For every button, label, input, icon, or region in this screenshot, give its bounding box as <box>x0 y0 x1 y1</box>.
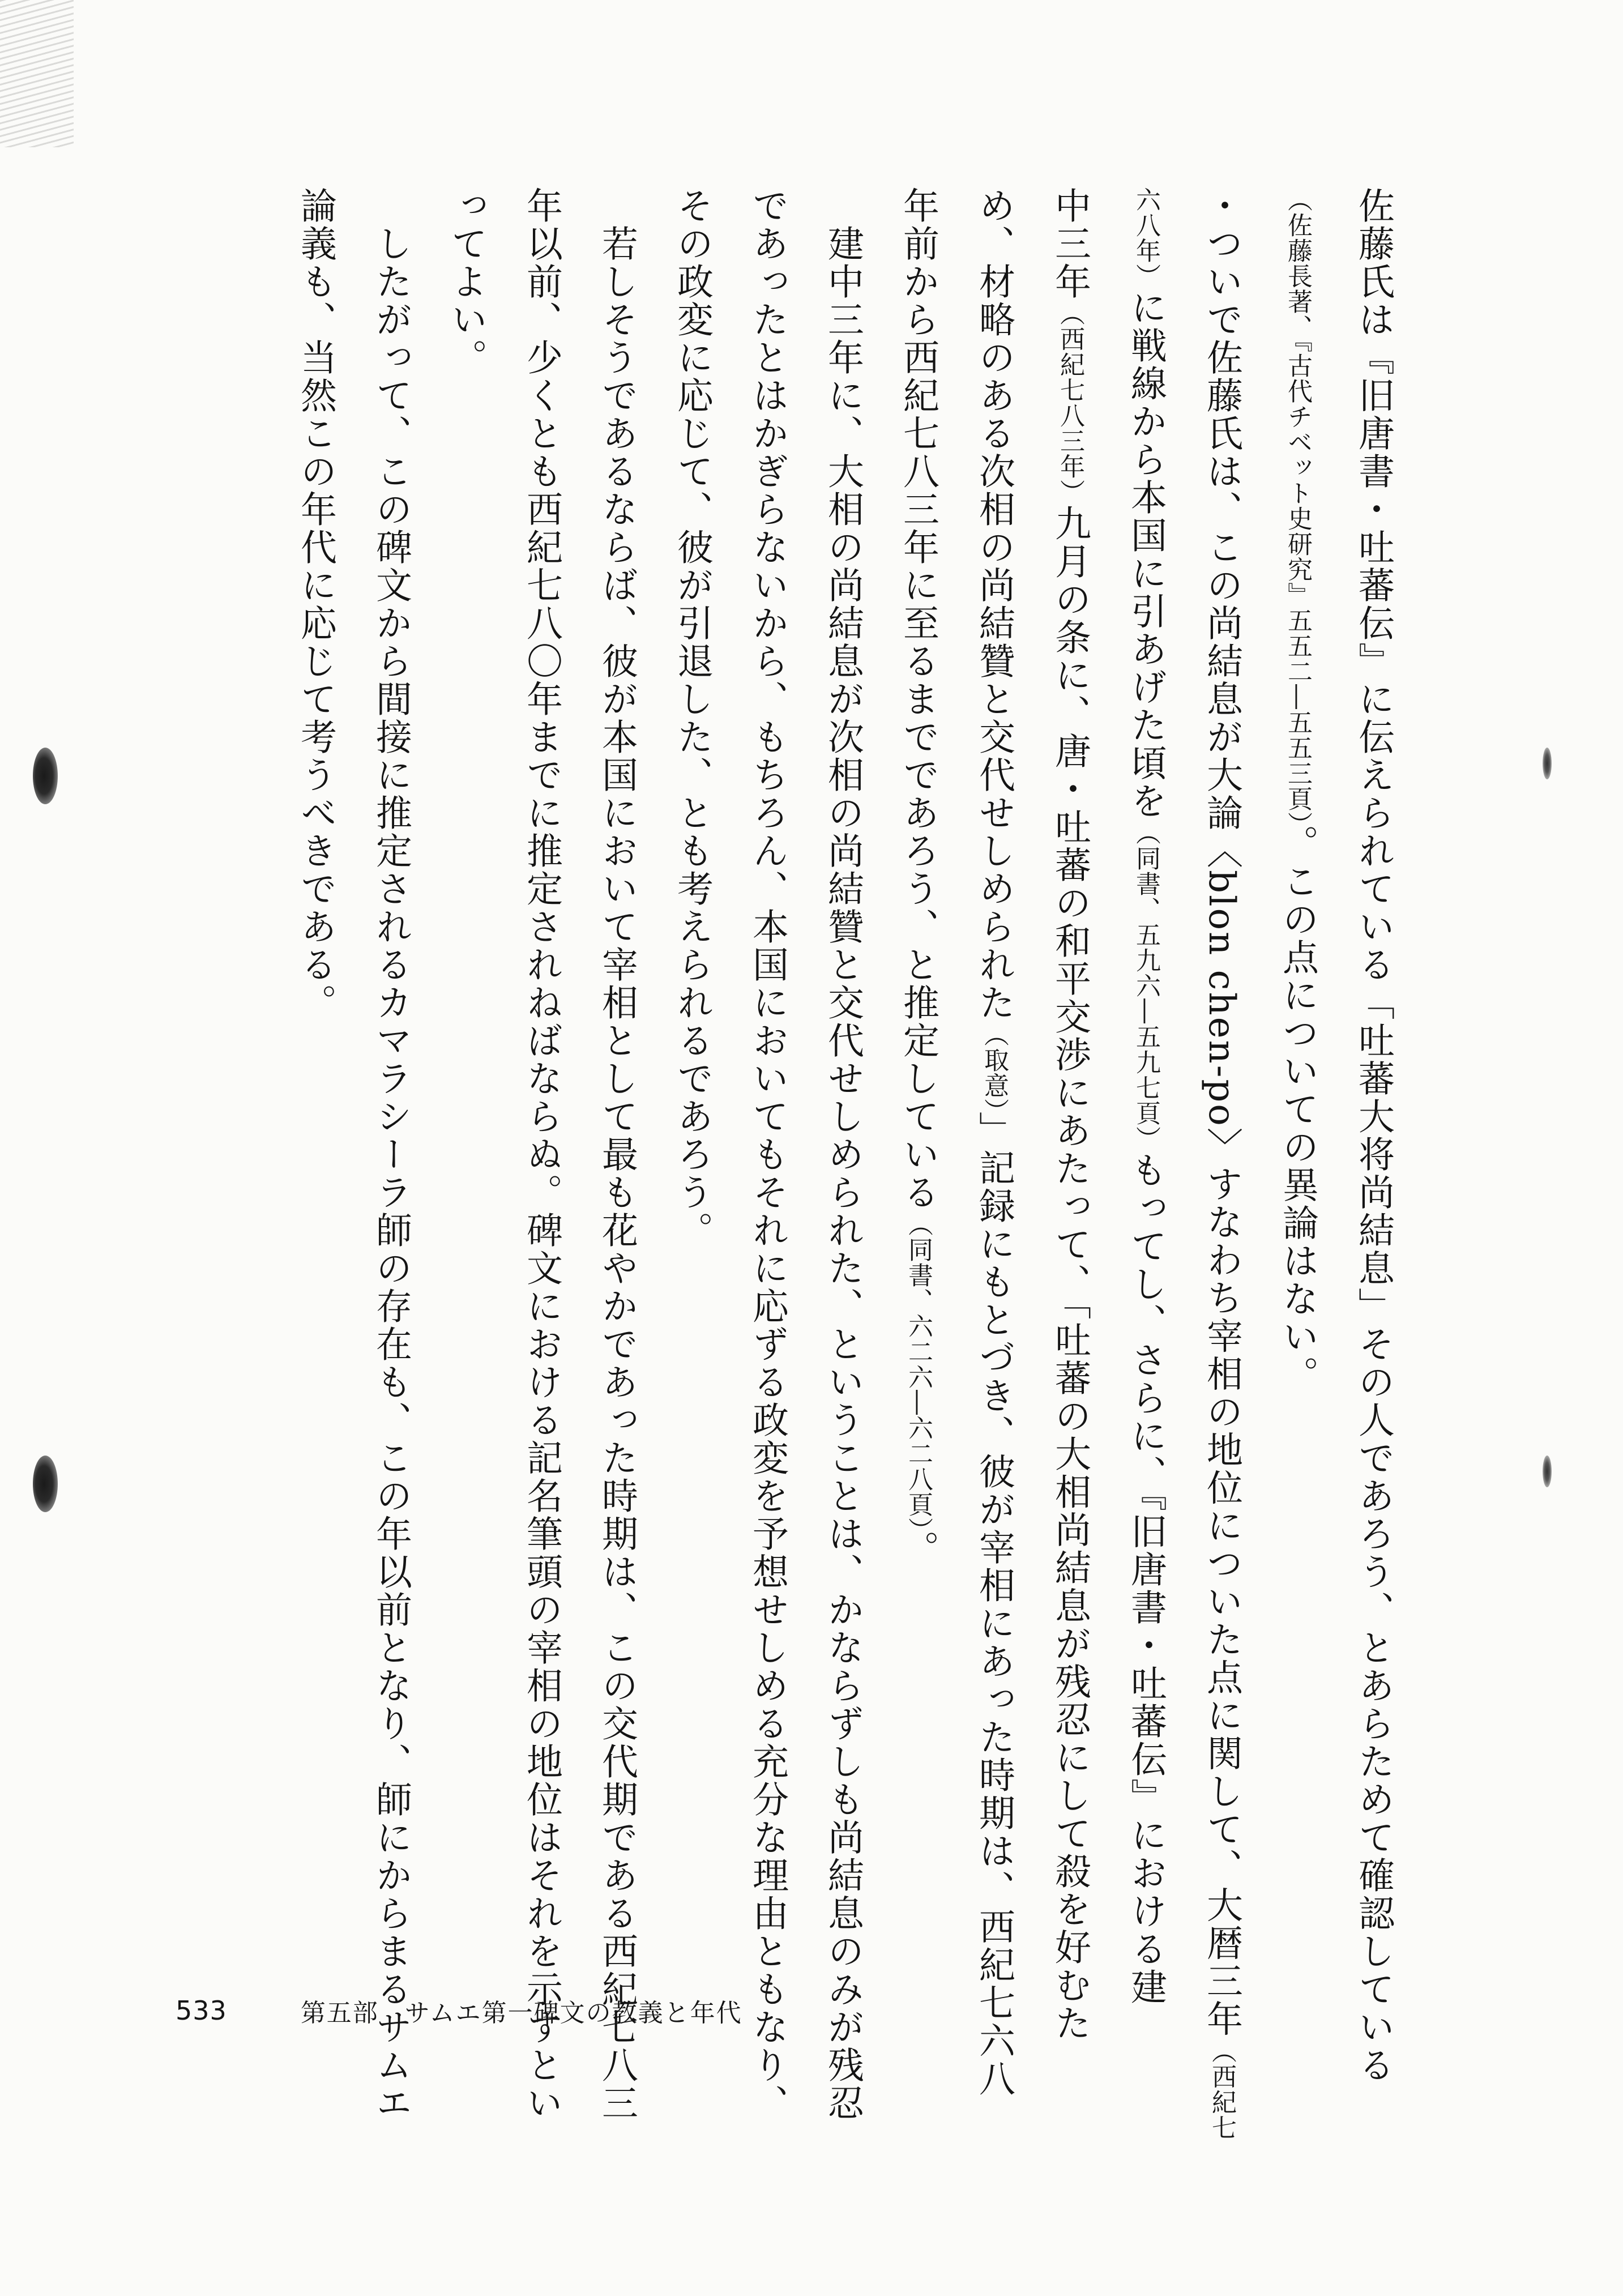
page-footer <box>176 1988 742 2033</box>
text-line <box>729 187 805 2122</box>
text-line <box>805 187 880 2122</box>
text-segment: 若しそうであるならば、彼が本国において宰相として最も花やかであった時期は、この交代期である西紀七八三 <box>596 187 638 2122</box>
binding-mark-upper <box>1543 748 1552 779</box>
text-segment: ・ついで佐藤氏は、この尚結息が大論〈 <box>1201 187 1242 870</box>
text-line <box>353 187 428 2122</box>
binding-hole-lower <box>33 1456 58 1512</box>
text-segment: であったとはかぎらないから、もちろん、本国においてもそれに応ずる政変を予想せしめる充分な理由ともなり、 <box>746 187 788 2122</box>
text-segment: 九月の条に、唐・吐蕃の和平交渉にあたって、「吐蕃の大相尚結息が残忍にして殺を好むた <box>1049 505 1091 2042</box>
running-header: 第五部 サムエ第一碑文の教義と年代 <box>300 1999 742 2028</box>
text-segment: ってよい。 <box>445 187 487 377</box>
text-segment: 。 <box>897 1530 939 1568</box>
text-segment: 〉すなわち宰相の地位についた点に関して、大暦三年 <box>1201 1127 1242 2038</box>
text-segment: に戦線から本国に引あげた頃を <box>1125 289 1167 820</box>
binding-mark-lower <box>1543 1456 1552 1487</box>
text-segment: 年前から西紀七八三年に至るまでであろう、と推定している <box>897 187 939 1211</box>
text-segment: 建中三年に、大相の尚結息が次相の尚結贊と交代せしめられた、ということは、かならずしも尚結息のみが残忍 <box>822 187 864 2122</box>
text-annotation: （同書、六二六―六二八頁） <box>904 1211 933 1530</box>
text-segment: め、材略のある次相の尚結贊と交代せしめられた <box>973 187 1015 1022</box>
text-annotation: 六八年） <box>1131 187 1160 289</box>
text-line <box>956 187 1032 2098</box>
text-segment: 中三年 <box>1049 187 1091 301</box>
text-line <box>880 187 956 1920</box>
text-line <box>579 187 654 2122</box>
text-line <box>428 187 503 1920</box>
text-segment: 論義も、当然この年代に応じて考うべきである。 <box>294 187 336 1022</box>
text-segment: その政変に応じて、彼が引退した、とも考えられるであろう。 <box>671 187 713 1249</box>
text-segment: 佐藤氏は『旧唐書・吐蕃伝』に伝えられている「吐蕃大将尚結息」その人であろう、とあらためて確認している <box>1352 187 1394 2084</box>
text-segment: したがって、この碑文から間接に推定されるカマラシーラ師の存在も、この年以前となり、師にからまるサムエ <box>370 187 412 2122</box>
text-line <box>1184 187 1259 2140</box>
text-annotation: （佐藤長著、『古代チベット史研究』五五二―五五三頁） <box>1283 187 1312 825</box>
text-line <box>277 187 353 1920</box>
text-line <box>503 187 579 2122</box>
text-line <box>654 187 729 1920</box>
text-segment: 」記録にもとづき、彼が宰相にあった時期は、西紀七六八 <box>973 1111 1015 2098</box>
text-segment: 。この点についての異論はない。 <box>1276 825 1318 1394</box>
text-annotation: （西紀七八三年） <box>1056 301 1084 505</box>
scan-edge-artifact <box>0 0 74 147</box>
romanized-term: blon chen-po <box>1201 870 1242 1128</box>
text-line <box>1032 187 1108 2042</box>
text-line <box>1335 187 1411 2084</box>
text-segment: 年以前、少くとも西紀七八〇年までに推定されねばならぬ。碑文における記名筆頭の宰相の地位はそれを示すとい <box>520 187 562 2122</box>
text-line <box>1108 187 1184 2006</box>
text-annotation: （同書、五九六―五九七頁） <box>1131 820 1160 1151</box>
binding-hole-upper <box>33 748 58 804</box>
text-line <box>1259 187 1335 1920</box>
page-number: 533 <box>176 1995 227 2026</box>
text-annotation: （西紀七 <box>1207 2038 1236 2140</box>
text-annotation: （取意） <box>980 1022 1009 1111</box>
text-segment: もってし、さらに、『旧唐書・吐蕃伝』における建 <box>1125 1151 1167 2006</box>
